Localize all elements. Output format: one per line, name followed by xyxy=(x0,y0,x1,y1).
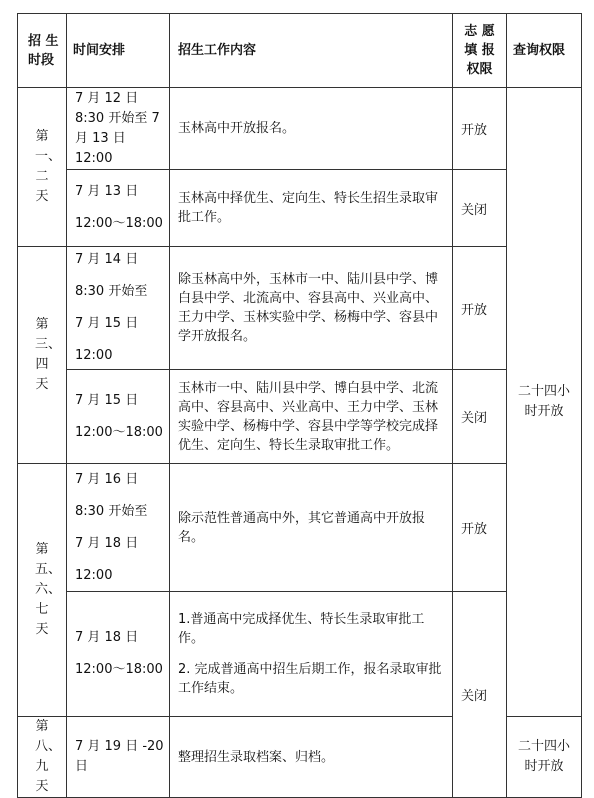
permission-cell: 关闭 xyxy=(453,170,507,247)
stage-cell xyxy=(18,247,67,464)
time-line: 7 月 13 日 xyxy=(75,184,139,199)
permission-cell: 开放 xyxy=(453,88,507,170)
time-line: 7 月 18 日 xyxy=(75,535,139,551)
time-cell xyxy=(67,88,170,170)
content-text: 玉林市一中、陆川县中学、博白县中学、北流高中、容县高中、兴业高中、王力中学、玉林实验中学、杨梅中学、容县中学等学校完成择优生、定向生、特长生录取审批工作。 xyxy=(178,380,439,453)
time-line: 7 月 18 日 xyxy=(75,630,139,645)
time-line: 7 月 14 日 xyxy=(75,252,139,267)
table-row xyxy=(18,464,582,592)
content-text: 整理招生录取档案、归档。 xyxy=(178,749,335,765)
time-line: 日 xyxy=(75,759,89,774)
header-content: 招生工作内容 xyxy=(170,14,453,88)
table-row xyxy=(18,247,582,370)
table-header-row xyxy=(18,14,582,88)
time-line: 12:00～18:00 xyxy=(75,424,163,440)
header-time: 时间安排 xyxy=(67,14,170,88)
time-cell xyxy=(67,370,170,464)
permission-cell: 关闭 xyxy=(453,592,507,798)
time-line: 7 月 15 日 xyxy=(75,316,139,331)
header-stage: 招 生 时段 xyxy=(18,14,67,88)
stage-label: 第八、九天 xyxy=(35,719,62,794)
time-line: 8:30 开始至 xyxy=(75,284,148,299)
stage-cell xyxy=(18,464,67,717)
time-cell xyxy=(67,170,170,247)
permission-cell: 关闭 xyxy=(453,370,507,464)
time-line: 12:00～18:00 xyxy=(75,662,163,677)
permission-cell: 开放 xyxy=(453,247,507,370)
time-line: 12:00 xyxy=(75,567,113,583)
content-text: 1.普通高中完成择优生、特长生录取审批工作。 xyxy=(178,612,425,646)
stage-cell xyxy=(18,717,67,798)
time-line: 8:30 开始至 xyxy=(75,503,148,519)
time-cell xyxy=(67,592,170,717)
time-cell xyxy=(67,464,170,592)
stage-cell xyxy=(18,88,67,247)
content-cell xyxy=(170,464,453,592)
content-cell xyxy=(170,247,453,370)
time-line: 7 月 12 日 xyxy=(75,90,139,106)
content-text: 除玉林高中外，玉林市一中、陆川县中学、博白县中学、北流高中、容县高中、兴业高中、王力中学、玉林实验中学、杨梅中学、容县中学开放报名。 xyxy=(178,272,439,344)
time-cell xyxy=(67,247,170,370)
time-line: 7 月 15 日 xyxy=(75,392,139,408)
enrollment-schedule-table xyxy=(17,13,582,798)
time-line: 7 月 19 日 -20 xyxy=(75,739,164,754)
content-text: 2. 完成普通高中招生后期工作，报名录取审批工作结束。 xyxy=(178,662,442,696)
query-cell: 二十四小时开放 xyxy=(507,717,582,798)
permission-cell: 开放 xyxy=(453,464,507,592)
time-cell xyxy=(67,717,170,798)
content-text: 玉林高中开放报名。 xyxy=(178,121,296,136)
stage-label: 第三、四天 xyxy=(35,317,62,392)
time-line: 月 13 日 12:00 xyxy=(75,130,126,166)
table-row xyxy=(18,592,582,717)
content-text: 除示范性普通高中外，其它普通高中开放报名。 xyxy=(178,510,426,545)
content-cell xyxy=(170,592,453,717)
time-line: 8:30 开始至 7 xyxy=(75,110,160,126)
time-line: 12:00 xyxy=(75,348,113,363)
time-line: 7 月 16 日 xyxy=(75,471,139,487)
content-cell xyxy=(170,88,453,170)
query-cell: 二十四小时开放 xyxy=(507,88,582,717)
content-cell xyxy=(170,170,453,247)
table-row xyxy=(18,370,582,464)
table-row xyxy=(18,88,582,170)
content-text: 玉林高中择优生、定向生、特长生招生录取审批工作。 xyxy=(178,191,439,225)
time-line: 12:00～18:00 xyxy=(75,216,163,231)
stage-label: 第五、六、七天 xyxy=(35,542,62,637)
table-row xyxy=(18,170,582,247)
header-query: 查询权限 xyxy=(507,14,582,88)
content-cell xyxy=(170,717,453,798)
stage-label: 第一、二天 xyxy=(35,129,62,204)
header-permission: 志 愿 填 报 权限 xyxy=(453,14,507,88)
content-cell xyxy=(170,370,453,464)
